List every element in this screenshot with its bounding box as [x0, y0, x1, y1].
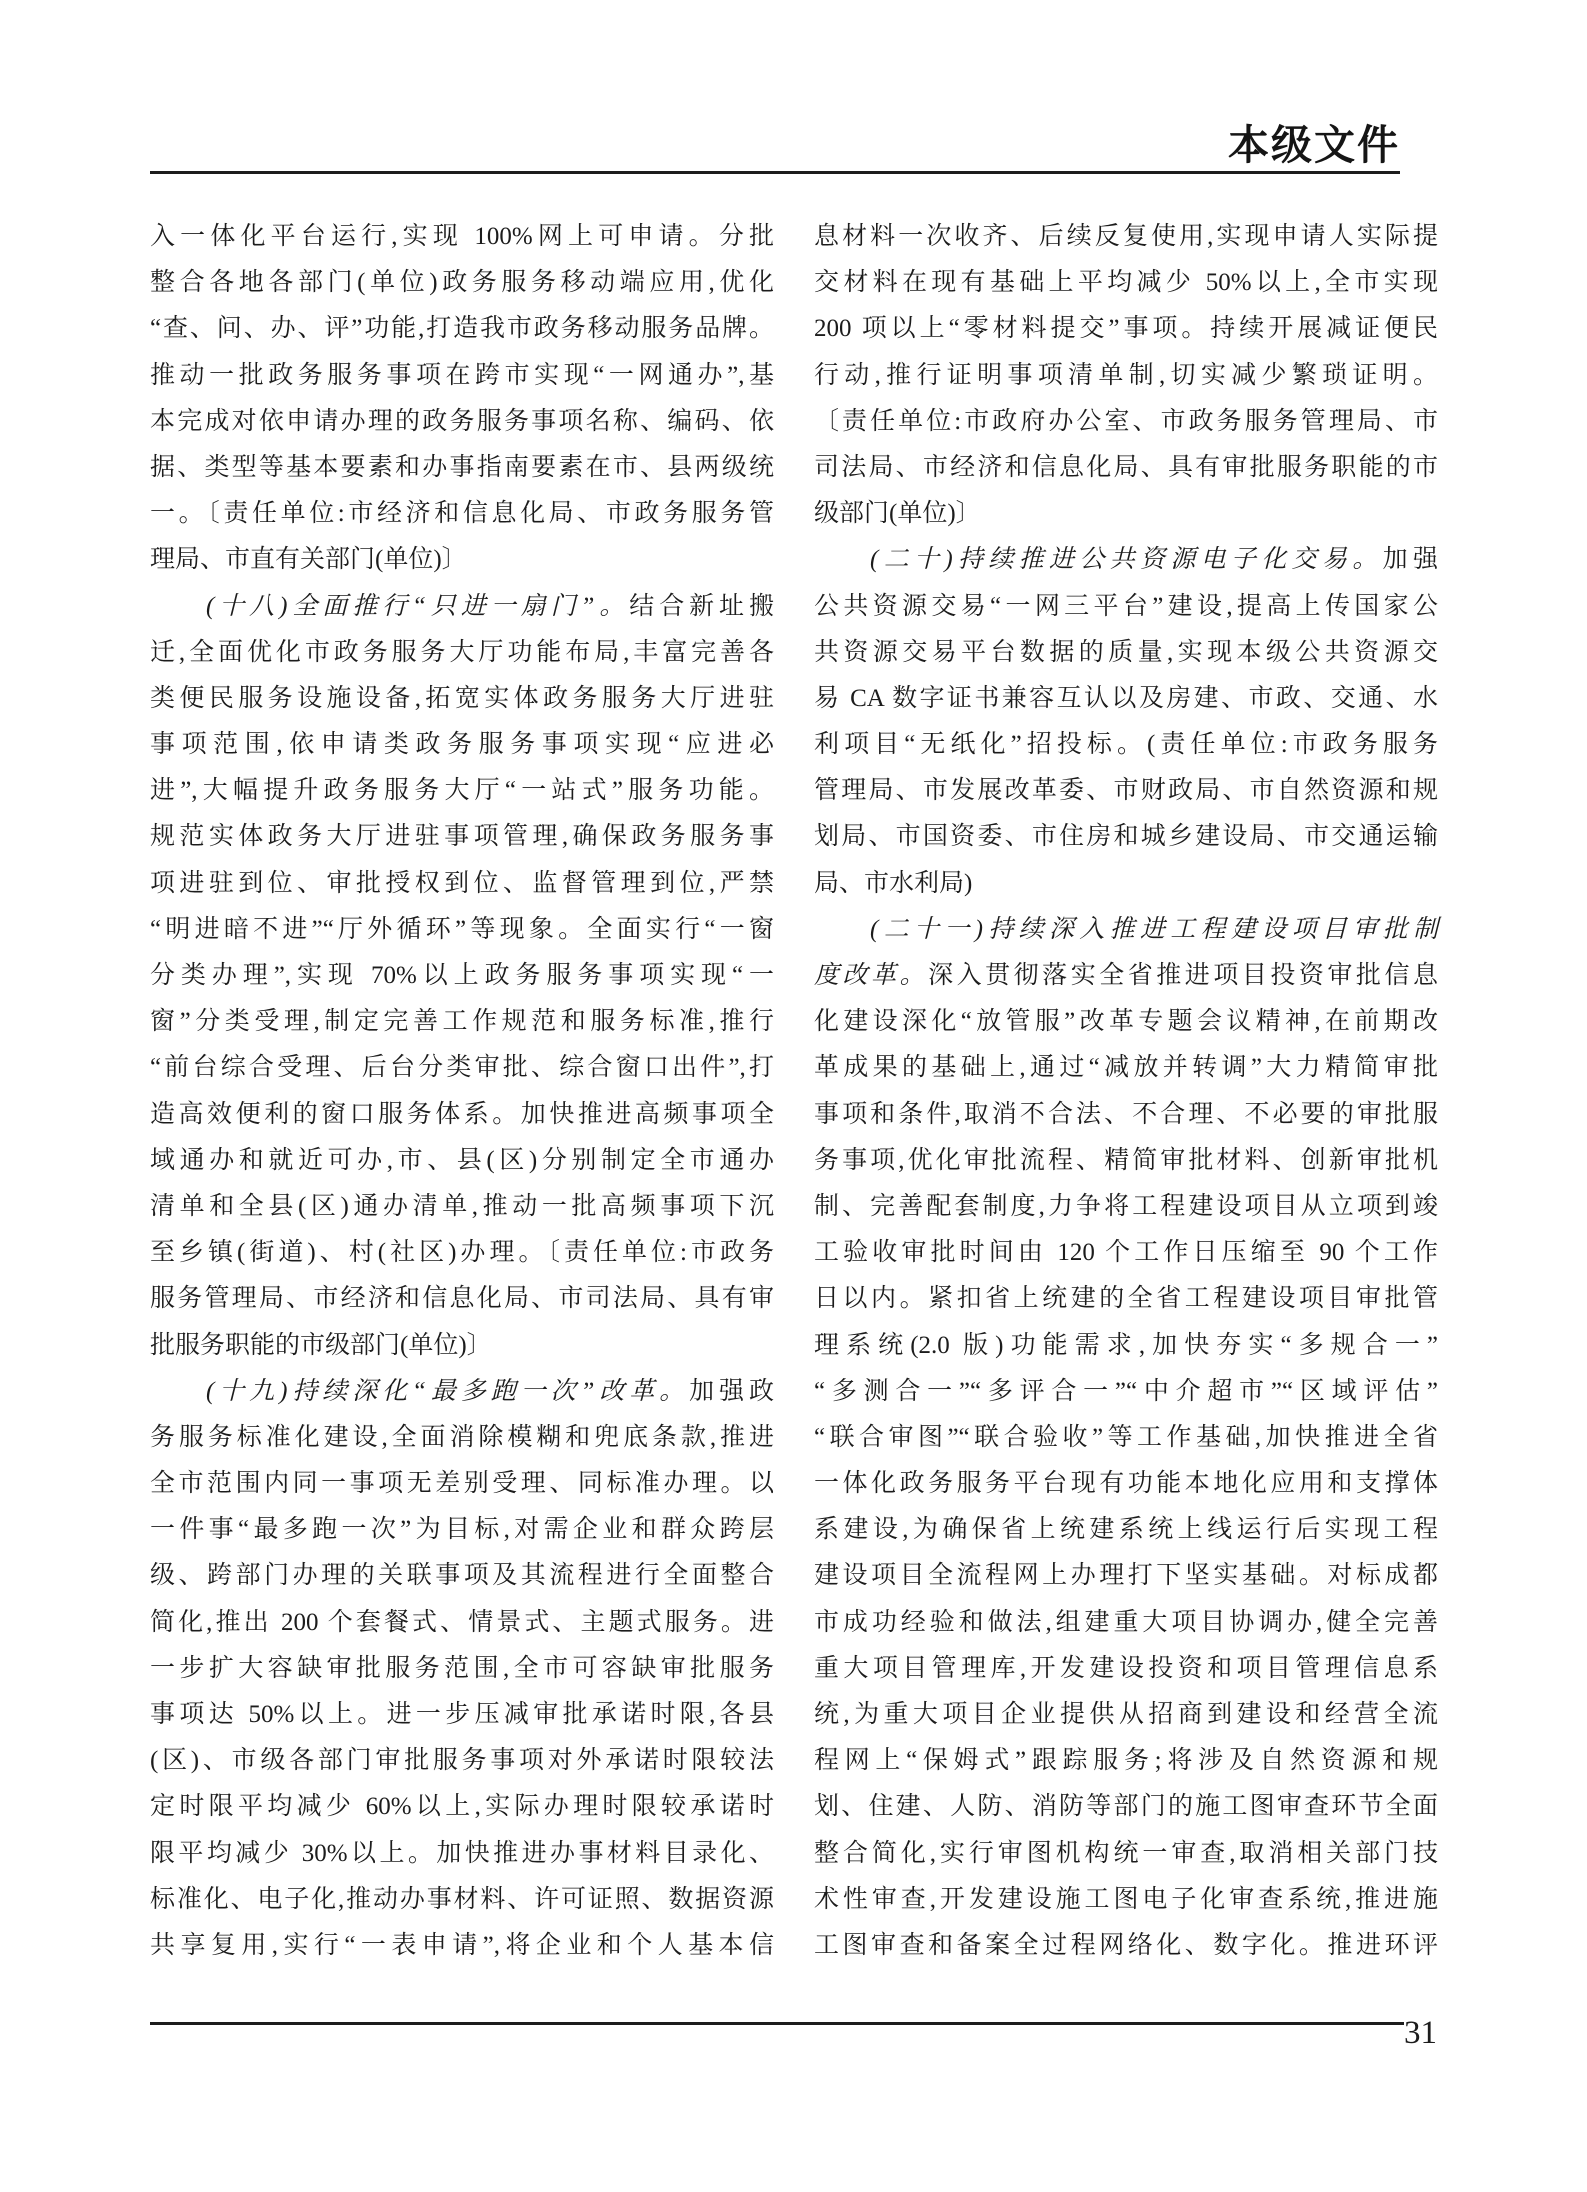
body-text-segment: 一体化政务服务平台现有功能本地化应用和支撑体	[814, 1470, 1438, 1498]
text-line	[150, 353, 774, 399]
body-text-segment: 深入贯彻落实全省推进项目投资审批信息	[928, 962, 1438, 989]
text-line	[150, 1923, 774, 1969]
text-line	[814, 584, 1438, 630]
text-line	[814, 491, 1438, 537]
kai-heading-segment: (二十一)持续深入推进工程建设项目审批制	[870, 915, 1438, 943]
text-line	[814, 1045, 1438, 1091]
body-text-segment: 简化,推出 200 个套餐式、情景式、主题式服务。进	[150, 1608, 774, 1636]
body-text-segment: 200 项以上“零材料提交”事项。持续开展减证便民	[814, 315, 1438, 343]
body-text-segment: 共资源交易平台数据的质量,实现本级公共资源交	[814, 638, 1438, 666]
text-line	[814, 907, 1438, 953]
body-text-segment: 规范实体政务大厅进驻事项管理,确保政务服务事	[150, 823, 774, 851]
body-text-segment: 域通办和就近可办,市、县(区)分别制定全市通办	[150, 1146, 774, 1174]
text-line	[814, 399, 1438, 445]
text-line	[814, 999, 1438, 1045]
text-line	[814, 1092, 1438, 1138]
text-line	[150, 1276, 774, 1322]
body-text-segment: 级、跨部门办理的关联事项及其流程进行全面整合	[150, 1562, 774, 1590]
text-line	[150, 584, 774, 630]
body-text-segment: “前台综合受理、后台分类审批、综合窗口出件”,打	[150, 1054, 774, 1082]
body-text-segment: 统,为重大项目企业提供从招商到建设和经营全流	[814, 1701, 1438, 1728]
body-text-segment: 整合各地各部门(单位)政务服务移动端应用,优化	[150, 269, 774, 297]
body-text-segment: 化建设深化“放管服”改革专题会议精神,在前期改	[814, 1008, 1438, 1036]
body-text-segment: 类便民服务设施设备,拓宽实体政务服务大厅进驻	[150, 684, 774, 712]
document-body	[150, 214, 1438, 1969]
body-text-segment: 系建设,为确保省上统建系统上线运行后实现工程	[814, 1516, 1438, 1544]
body-text-segment: 制、完善配套制度,力争将工程建设项目从立项到竣	[814, 1192, 1438, 1220]
body-text-segment: 理系统(2.0 版)功能需求,加快夯实“多规合一”	[814, 1331, 1438, 1359]
footer-rule	[150, 2022, 1404, 2025]
text-line	[814, 537, 1438, 583]
text-line	[814, 1877, 1438, 1923]
text-line	[150, 214, 774, 260]
body-text-segment: 务事项,优化审批流程、精简审批材料、创新审批机	[814, 1146, 1438, 1174]
body-text-segment: “多测合一”“多评合一”“中介超市”“区域评估”	[814, 1377, 1438, 1405]
body-text-segment: 标准化、电子化,推动办事材料、许可证照、数据资源	[150, 1885, 774, 1913]
text-line	[814, 1461, 1438, 1507]
text-line	[814, 1831, 1438, 1877]
body-text-segment: 术性审查,开发建设施工图电子化审查系统,推进施	[814, 1885, 1438, 1913]
body-text-segment: 项进驻到位、审批授权到位、监督管理到位,严禁	[150, 869, 774, 897]
text-line	[150, 1831, 774, 1877]
body-text-segment: 划局、市国资委、市住房和城乡建设局、市交通运输	[814, 823, 1438, 851]
body-text-segment: 市成功经验和做法,组建重大项目协调办,健全完善	[814, 1608, 1438, 1636]
body-text-segment: 分类办理”,实现 70%以上政务服务事项实现“一	[150, 962, 774, 989]
text-line	[814, 1507, 1438, 1553]
body-text-segment: 加强	[1382, 546, 1438, 574]
body-text-segment: 一。〔责任单位:市经济和信息化局、市政务服务管	[150, 500, 774, 528]
body-text-segment: 务服务标准化建设,全面消除模糊和兜底条款,推进	[150, 1423, 774, 1451]
body-text-segment: 据、类型等基本要素和办事指南要素在市、县两级统	[150, 453, 774, 481]
text-line	[814, 1692, 1438, 1738]
text-line	[150, 999, 774, 1045]
body-text-segment: 司法局、市经济和信息化局、具有审批服务职能的市	[814, 453, 1438, 481]
body-text-segment: 进”,大幅提升政务服务大厅“一站式”服务功能。	[150, 777, 774, 805]
text-line	[814, 814, 1438, 860]
body-text-segment: 建设项目全流程网上办理打下坚实基础。对标成都	[814, 1562, 1438, 1590]
text-line	[150, 814, 774, 860]
text-line	[814, 1184, 1438, 1230]
text-line	[814, 1738, 1438, 1784]
text-line	[150, 1692, 774, 1738]
text-line	[150, 630, 774, 676]
text-line	[150, 1184, 774, 1230]
text-line	[150, 1369, 774, 1415]
body-text-segment: 一件事“最多跑一次”为目标,对需企业和群众跨层	[150, 1516, 774, 1544]
text-line	[150, 907, 774, 953]
body-text-segment: 管理局、市发展改革委、市财政局、市自然资源和规	[814, 777, 1438, 805]
body-text-segment: 行动,推行证明事项清单制,切实减少繁琐证明。	[814, 361, 1438, 389]
text-line	[814, 1784, 1438, 1830]
body-text-segment: 清单和全县(区)通办清单,推动一批高频事项下沉	[150, 1192, 774, 1220]
body-text-segment: 划、住建、人防、消防等部门的施工图审查环节全面	[814, 1793, 1438, 1821]
body-text-segment: 服务管理局、市经济和信息化局、市司法局、具有审	[150, 1285, 774, 1313]
text-line	[814, 445, 1438, 491]
text-line	[814, 768, 1438, 814]
text-line	[150, 537, 774, 583]
body-text-segment: 革成果的基础上,通过“减放并转调”大力精简审批	[814, 1054, 1438, 1082]
text-line	[150, 306, 774, 352]
text-line	[150, 1230, 774, 1276]
body-text-segment: 全市范围内同一事项无差别受理、同标准办理。以	[150, 1470, 774, 1498]
text-line	[814, 353, 1438, 399]
body-text-segment: 公共资源交易“一网三平台”建设,提高上传国家公	[814, 592, 1438, 620]
body-text-segment: “联合审图”“联合验收”等工作基础,加快推进全省	[814, 1423, 1438, 1451]
text-line	[150, 861, 774, 907]
body-text-segment: 〔责任单位:市政府办公室、市政务服务管理局、市	[814, 407, 1438, 435]
body-text-segment: 事项范围,依申请类政务服务事项实现“应进必	[150, 731, 774, 759]
body-text-segment: 局、市水利局)	[814, 869, 973, 897]
body-text-segment: 工图审查和备案全过程网络化、数字化。推进环评	[814, 1931, 1438, 1959]
text-line	[814, 1276, 1438, 1322]
body-text-segment: 至乡镇(街道)、村(社区)办理。〔责任单位:市政务	[150, 1239, 774, 1267]
text-line	[150, 1415, 774, 1461]
text-line	[814, 1600, 1438, 1646]
text-line	[150, 1646, 774, 1692]
text-line	[150, 1138, 774, 1184]
body-text-segment: 造高效便利的窗口服务体系。加快推进高频事项全	[150, 1100, 774, 1128]
text-line	[814, 1646, 1438, 1692]
text-line	[150, 1045, 774, 1091]
text-line	[814, 1369, 1438, 1415]
kai-heading-segment: (十八)全面推行“只进一扇门”。	[206, 592, 630, 620]
text-line	[814, 722, 1438, 768]
text-line	[150, 1461, 774, 1507]
text-line	[814, 1323, 1438, 1369]
kai-heading-segment: 度改革。	[814, 962, 929, 989]
text-line	[150, 676, 774, 722]
body-text-segment: 事项和条件,取消不合法、不合理、不必要的审批服	[814, 1100, 1438, 1128]
text-line	[150, 1784, 774, 1830]
body-text-segment: “查、问、办、评”功能,打造我市政务移动服务品牌。	[150, 315, 774, 343]
body-text-segment: 整合简化,实行审图机构统一审查,取消相关部门技	[814, 1839, 1438, 1867]
body-text-segment: 限平均减少 30%以上。加快推进办事材料目录化、	[150, 1839, 774, 1867]
text-line	[150, 260, 774, 306]
text-line	[150, 445, 774, 491]
body-text-segment: 日以内。紧扣省上统建的全省工程建设项目审批管	[814, 1285, 1438, 1313]
text-line	[814, 1415, 1438, 1461]
page-number: 31	[1404, 2015, 1437, 2051]
text-line	[150, 1600, 774, 1646]
kai-heading-segment: (十九)持续深化“最多跑一次”改革。	[206, 1377, 690, 1405]
body-text-segment: 理局、市直有关部门(单位)〕	[150, 546, 467, 574]
body-text-segment: 本完成对依申请办理的政务服务事项名称、编码、依	[150, 407, 774, 435]
body-text-segment: 工验收审批时间由 120 个工作日压缩至 90 个工作	[814, 1239, 1438, 1267]
body-text-segment: 定时限平均减少 60%以上,实际办理时限较承诺时	[150, 1793, 774, 1821]
text-line	[814, 260, 1438, 306]
page-header-title: 本级文件	[1228, 122, 1400, 168]
right-column	[814, 214, 1438, 1969]
body-text-segment: 息材料一次收齐、后续反复使用,实现申请人实际提	[814, 223, 1438, 250]
body-text-segment: 利项目“无纸化”招投标。(责任单位:市政务服务	[814, 731, 1438, 759]
text-line	[814, 953, 1438, 999]
text-line	[150, 1323, 774, 1369]
body-text-segment: 结合新址搬	[629, 592, 774, 620]
text-line	[814, 1138, 1438, 1184]
body-text-segment: 推动一批政务服务事项在跨市实现“一网通办”,基	[150, 361, 774, 389]
body-text-segment: 入一体化平台运行,实现 100%网上可申请。分批	[150, 223, 774, 250]
body-text-segment: “明进暗不进”“厅外循环”等现象。全面实行“一窗	[150, 915, 774, 943]
text-line	[814, 1230, 1438, 1276]
body-text-segment: 级部门(单位)〕	[814, 500, 981, 528]
text-line	[150, 1738, 774, 1784]
body-text-segment: 共享复用,实行“一表申请”,将企业和个人基本信	[150, 1931, 774, 1959]
text-line	[814, 1923, 1438, 1969]
left-column	[150, 214, 774, 1969]
body-text-segment: 事项达 50%以上。进一步压减审批承诺时限,各县	[150, 1701, 774, 1728]
text-line	[814, 306, 1438, 352]
text-line	[814, 1553, 1438, 1599]
body-text-segment: 重大项目管理库,开发建设投资和项目管理信息系	[814, 1654, 1438, 1682]
body-text-segment: 一步扩大容缺审批服务范围,全市可容缺审批服务	[150, 1654, 774, 1682]
text-line	[814, 861, 1438, 907]
text-line	[150, 491, 774, 537]
text-line	[150, 1507, 774, 1553]
body-text-segment: 程网上“保姆式”跟踪服务;将涉及自然资源和规	[814, 1747, 1438, 1775]
text-line	[150, 953, 774, 999]
body-text-segment: 迁,全面优化市政务服务大厅功能布局,丰富完善各	[150, 638, 774, 666]
text-line	[150, 722, 774, 768]
body-text-segment: 批服务职能的市级部门(单位)〕	[150, 1331, 492, 1359]
text-line	[814, 214, 1438, 260]
body-text-segment: (区)、市级各部门审批服务事项对外承诺时限较法	[150, 1747, 774, 1775]
text-line	[814, 676, 1438, 722]
text-line	[150, 1877, 774, 1923]
text-line	[150, 768, 774, 814]
text-line	[150, 399, 774, 445]
body-text-segment: 交材料在现有基础上平均减少 50%以上,全市实现	[814, 269, 1438, 297]
text-line	[150, 1092, 774, 1138]
body-text-segment: 易 CA 数字证书兼容互认以及房建、市政、交通、水	[814, 684, 1438, 712]
body-text-segment: 窗”分类受理,制定完善工作规范和服务标准,推行	[150, 1008, 774, 1036]
text-line	[150, 1553, 774, 1599]
kai-heading-segment: (二十)持续推进公共资源电子化交易。	[870, 546, 1383, 574]
text-line	[814, 630, 1438, 676]
body-text-segment: 加强政	[689, 1377, 774, 1405]
header-rule	[150, 171, 1400, 174]
